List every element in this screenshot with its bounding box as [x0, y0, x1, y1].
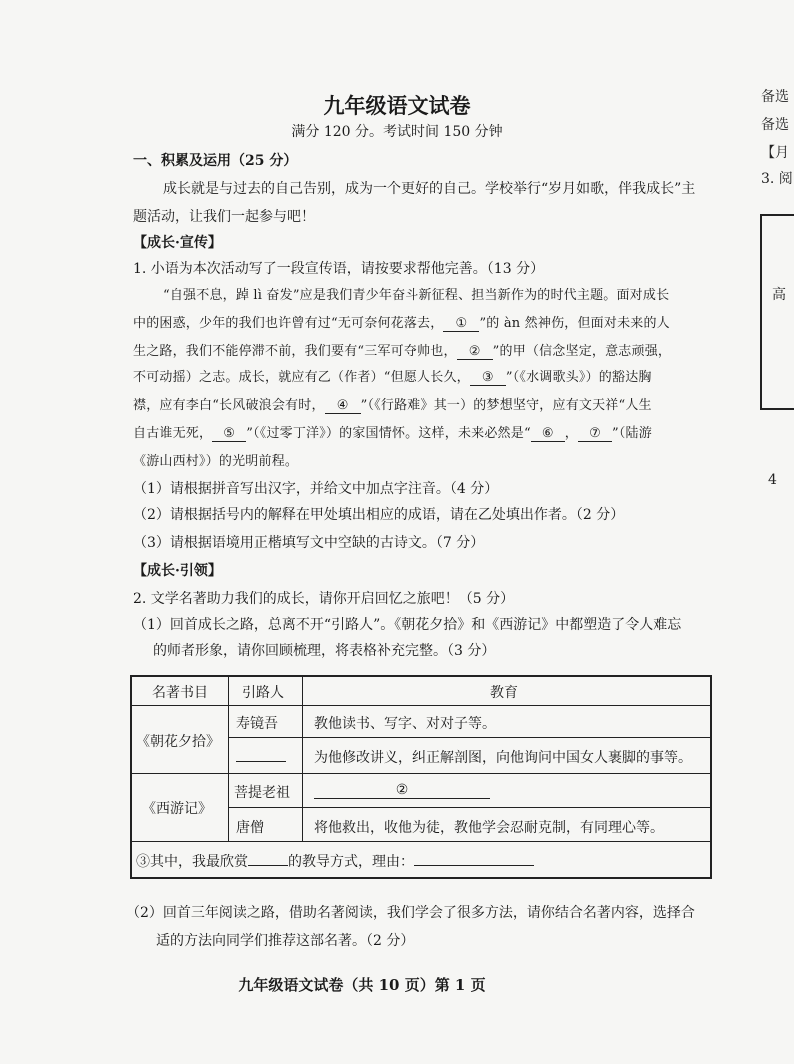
table-rule — [228, 737, 710, 738]
education-blank-2: ② — [314, 782, 490, 799]
blank-4: ④ — [325, 398, 361, 414]
table-footer-text: 的教导方式，理由： — [288, 854, 414, 870]
passage-line-7: 《游山西村》）的光明前程。 — [133, 454, 299, 469]
mentor-blank — [236, 747, 286, 766]
passage-text: ”（陆游 — [612, 426, 652, 441]
blank-7: ⑦ — [578, 426, 612, 442]
mentor-cell: 唐僧 — [236, 820, 264, 836]
table-footer-text: ③其中，我最欣赏 — [136, 854, 248, 870]
passage-line-2 — [133, 312, 670, 332]
question-1-3: （3）请根据语境用正楷填写文中空缺的古诗文。（7 分） — [133, 535, 485, 551]
edge-fragment: 4 — [768, 472, 777, 488]
question-2-2-line-1: （2）回首三年阅读之路，借助名著阅读，我们学会了很多方法，请你结合名著内容，选择合 — [126, 905, 695, 921]
edge-fragment: 高 — [772, 287, 786, 303]
edge-fragment: 3. 阅 — [761, 171, 793, 187]
intro-line-2: 题活动，让我们一起参与吧！ — [133, 209, 315, 225]
passage-text: ”的 àn 然神伤，但面对未来的人 — [479, 316, 670, 331]
passage-line-4 — [133, 366, 652, 386]
header-mentor: 引路人 — [242, 685, 284, 701]
table-footer — [136, 851, 534, 871]
edge-fragment: 【月 — [761, 145, 789, 161]
sub-heading-guidance: 【成长·引领】 — [133, 563, 222, 579]
question-1-1: （1）请根据拼音写出汉字，并给文中加点字注音。（4 分） — [133, 481, 499, 497]
education-cell: 将他救出，收他为徒，教他学会忍耐克制，有同理心等。 — [314, 820, 664, 836]
passage-text: ， — [564, 426, 578, 441]
mentor-cell: 寿镜吾 — [236, 716, 278, 732]
header-education: 教育 — [490, 685, 518, 701]
exam-subtitle: 满分 120 分。考试时间 150 分钟 — [291, 124, 503, 140]
section-heading: 一、积累及运用（25 分） — [133, 153, 298, 169]
question-2: 2. 文学名著助力我们的成长，请你开启回忆之旅吧！（5 分） — [133, 591, 515, 607]
question-1: 1. 小语为本次活动写了一段宣传语，请按要求帮他完善。（13 分） — [133, 261, 545, 277]
education-cell: 教他读书、写字、对对子等。 — [314, 716, 496, 732]
intro-line-1: 成长就是与过去的自己告别，成为一个更好的自己。学校举行“岁月如歌，伴我成长”主 — [163, 181, 696, 197]
passage-text: ”的甲（信念坚定，意志顽强， — [492, 344, 672, 359]
header-book: 名著书目 — [152, 685, 208, 701]
mentor-table — [130, 675, 712, 879]
passage-line-5 — [133, 394, 652, 414]
blank-3: ③ — [470, 370, 506, 386]
passage-text: 中的困惑，少年的我们也许曾有过“无可奈何花落去， — [133, 316, 444, 331]
page-footer: 九年级语文试卷（共 10 页）第 1 页 — [238, 976, 486, 994]
table-rule — [132, 705, 710, 706]
table-rule — [228, 677, 229, 841]
exam-title: 九年级语文试卷 — [323, 93, 471, 118]
table-rule — [132, 773, 710, 774]
blank-3-reason — [414, 851, 534, 866]
table-rule — [132, 841, 710, 842]
passage-line-3 — [133, 340, 671, 360]
blank-1: ① — [443, 316, 479, 332]
blank-3-teacher — [248, 851, 288, 866]
sub-heading-publicity: 【成长·宣传】 — [133, 235, 222, 251]
question-2-1-line-2: 的师者形象，请你回顾梳理，将表格补充完整。（3 分） — [153, 643, 496, 659]
blank-5: ⑤ — [212, 426, 246, 442]
edge-box — [760, 214, 794, 410]
passage-text: 自古谁无死， — [133, 426, 213, 441]
edge-fragment: 备选 — [761, 117, 789, 133]
passage-text: ”（《过零丁洋》）的家国情怀。这样，未来必然是“ — [246, 426, 531, 441]
book-zhaohua: 《朝花夕拾》 — [136, 734, 220, 750]
passage-text: 生之路，我们不能停滞不前，我们要有“三军可夺帅也， — [133, 344, 457, 359]
passage-text: 襟，应有李白“长风破浪会有时， — [133, 398, 325, 413]
education-cell: 为他修改讲义，纠正解剖图，向他询问中国女人裹脚的事等。 — [314, 750, 692, 766]
passage-text: ”（《水调歌头》）的豁达胸 — [505, 370, 652, 385]
table-rule — [302, 677, 303, 841]
passage-text: ”（《行路难》其一）的梦想坚守，应有文天祥“人生 — [360, 398, 652, 413]
blank-6: ⑥ — [531, 426, 565, 442]
question-2-2-line-2: 适的方法向同学们推荐这部名著。（2 分） — [156, 933, 415, 949]
mentor-cell: 菩提老祖 — [234, 785, 290, 801]
passage-line-6 — [133, 422, 652, 442]
book-xiyouji: 《西游记》 — [142, 801, 212, 817]
question-2-1-line-1: （1）回首成长之路，总离不开“引路人”。《朝花夕拾》和《西游记》中都塑造了令人难忘 — [133, 617, 682, 633]
blank-2: ② — [457, 344, 493, 360]
passage-text: 不可动摇）之志。成长，就应有乙（作者）“但愿人长久， — [133, 370, 470, 385]
edge-fragment: 备选 — [761, 89, 789, 105]
table-rule — [228, 807, 710, 808]
passage-line-1: “自强不息，踔 lì 奋发”应是我们青少年奋斗新征程、担当新作为的时代主题。面对成长 — [163, 288, 670, 303]
question-1-2: （2）请根据括号内的解释在甲处填出相应的成语，请在乙处填出作者。（2 分） — [133, 507, 625, 523]
